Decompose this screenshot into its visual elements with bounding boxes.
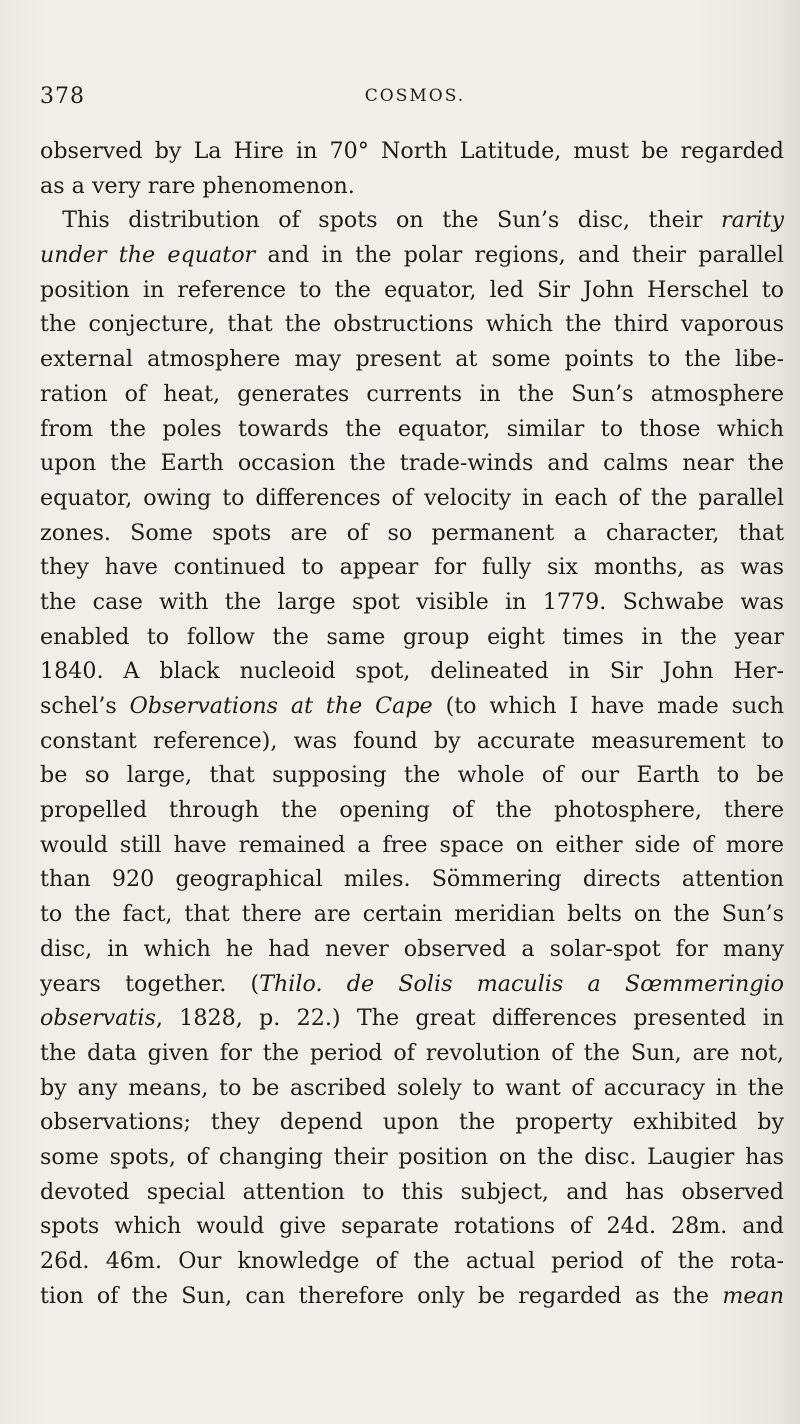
text-line: zones. Some spots are of so permanent a character, that bbox=[40, 519, 784, 546]
text-line: tion of the Sun, can therefore only be regarded as the mean bbox=[40, 1282, 784, 1309]
text-line: spots which would give separate rotations of 24d. 28m. and bbox=[40, 1213, 784, 1240]
text-line: observations; they depend upon the property exhibited by bbox=[40, 1109, 784, 1136]
text-line: disc, in which he had never observed a solar-spot for many bbox=[40, 935, 784, 962]
page-number: 378 bbox=[40, 84, 85, 109]
running-head: COSMOS. bbox=[364, 86, 466, 106]
text-line: 26d. 46m. Our knowledge of the actual period of the rota- bbox=[40, 1248, 784, 1274]
text-line: upon the Earth occasion the trade-winds and calms near the bbox=[40, 450, 784, 477]
text-line: by any means, to be ascribed solely to want of accuracy in the bbox=[40, 1074, 784, 1101]
text-line: some spots, of changing their position on the disc. Laugier has bbox=[40, 1143, 784, 1170]
text-line: from the poles towards the equator, similar to those which bbox=[40, 415, 784, 442]
text-line: they have continued to appear for fully six months, as was bbox=[40, 554, 784, 581]
text-line: observed by La Hire in 70° North Latitude, must be regarded bbox=[40, 138, 784, 164]
text-line: equator, owing to differences of velocity in each of the parallel bbox=[40, 484, 784, 511]
text-line: years together. (Thilo. de Solis maculis a Sœmmeringio bbox=[40, 970, 784, 997]
text-line: under the equator and in the polar regions, and their parallel bbox=[40, 242, 784, 269]
text-line: be so large, that supposing the whole of our Earth to be bbox=[40, 762, 784, 789]
text-line: propelled through the opening of the photosphere, there bbox=[40, 797, 784, 824]
text-line: would still have remained a free space on either side of more bbox=[40, 831, 784, 858]
text-line: devoted special attention to this subject, and has observed bbox=[40, 1178, 784, 1205]
text-line: ration of heat, generates currents in the Sun’s atmosphere bbox=[40, 380, 784, 407]
text-line: schel’s Observations at the Cape (to which I have made such bbox=[40, 693, 784, 719]
body-text bbox=[40, 134, 784, 1313]
text-line: observatis, 1828, p. 22.) The great differences presented in bbox=[40, 1005, 784, 1032]
text-line: constant reference), was found by accurate measurement to bbox=[40, 727, 784, 754]
text-line: external atmosphere may present at some points to the libe- bbox=[40, 346, 784, 373]
text-line: than 920 geographical miles. Sömmering directs attention bbox=[40, 866, 784, 893]
text-line: position in reference to the equator, led Sir John Herschel to bbox=[40, 276, 784, 303]
text-line: as a very rare phenomenon. bbox=[40, 172, 355, 199]
text-line: the data given for the period of revolution of the Sun, are not, bbox=[40, 1039, 784, 1066]
text-line: enabled to follow the same group eight times in the year bbox=[40, 623, 784, 650]
text-line: the case with the large spot visible in 1779. Schwabe was bbox=[40, 588, 784, 615]
text-line: This distribution of spots on the Sun’s disc, their rarity bbox=[62, 207, 784, 234]
text-line: the conjecture, that the obstructions which the third vaporous bbox=[40, 311, 784, 338]
text-line: 1840. A black nucleoid spot, delineated in Sir John Her- bbox=[40, 658, 784, 685]
page-header bbox=[40, 84, 740, 114]
text-line: to the fact, that there are certain meridian belts on the Sun’s bbox=[40, 901, 784, 928]
